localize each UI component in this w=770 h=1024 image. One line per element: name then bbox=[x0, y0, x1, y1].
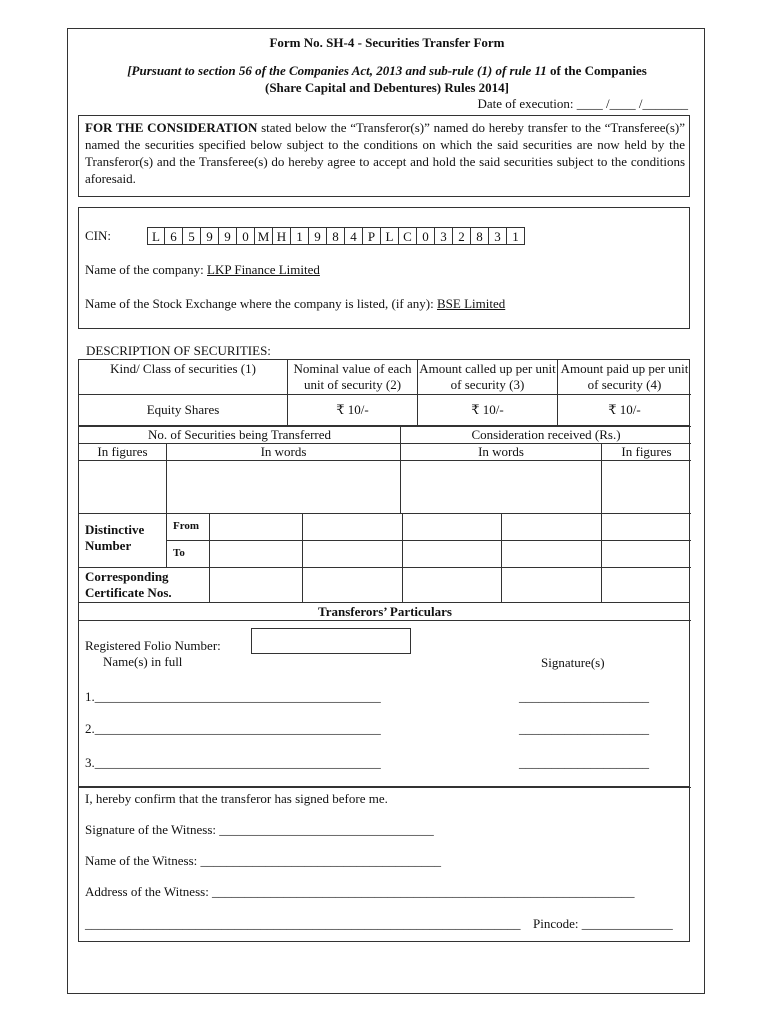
no-securities-header: No. of Securities being Transferred bbox=[147, 427, 332, 442]
cin-char-box: 4 bbox=[345, 227, 363, 245]
cin-char-box: 2 bbox=[453, 227, 471, 245]
form-subtitle-line2: (Share Capital and Debentures) Rules 2014] bbox=[264, 80, 509, 95]
cin-char-box: 9 bbox=[309, 227, 327, 245]
from-label: From bbox=[173, 520, 200, 532]
cin-char-box: 0 bbox=[237, 227, 255, 245]
transfer-table bbox=[78, 426, 690, 603]
consideration-text bbox=[85, 119, 685, 187]
securities-table bbox=[78, 359, 690, 426]
row-kind: Equity Shares bbox=[146, 402, 220, 417]
witness-box bbox=[78, 787, 690, 942]
in-figures-header-2: In figures bbox=[621, 444, 672, 459]
transferor-name-2[interactable]: 2.____________________________________________ bbox=[85, 721, 381, 736]
witness-address[interactable]: Address of the Witness: _________________________________________________________________ bbox=[85, 884, 635, 899]
transferors-box bbox=[78, 603, 690, 787]
exchange-row bbox=[85, 296, 505, 312]
consideration-body: stated below the “Transferor(s)” named do hereby transfer to the “Transferee(s)” named the securities specified below subject to the conditions on which the said securities are now held by the Transferor(s) and the Transferee(s) do hereby agree to accept and hold the said securities subject to the conditions aforesaid. bbox=[85, 120, 685, 186]
witness-signature[interactable]: Signature of the Witness: _________________________________ bbox=[85, 822, 434, 837]
cin-char-box: 9 bbox=[201, 227, 219, 245]
witness-confirm: I, hereby confirm that the transferor has signed before me. bbox=[85, 791, 388, 806]
consideration-received-header: Consideration received (Rs.) bbox=[471, 427, 621, 442]
transferor-signature-3[interactable]: ____________________ bbox=[519, 755, 649, 770]
row-nominal: ₹ 10/- bbox=[336, 402, 369, 417]
form-subtitle bbox=[68, 63, 706, 79]
exchange-value: BSE Limited bbox=[436, 296, 506, 311]
col-paid-header: Amount paid up per unit of security (4) bbox=[560, 361, 689, 392]
transferor-signature-2[interactable]: ____________________ bbox=[519, 721, 649, 736]
transferor-signature-1[interactable]: ____________________ bbox=[519, 689, 649, 704]
cin-char-box: 3 bbox=[489, 227, 507, 245]
in-figures-header-1: In figures bbox=[97, 444, 148, 459]
row-paid: ₹ 10/- bbox=[608, 402, 641, 417]
form-page bbox=[67, 28, 705, 994]
cin-char-box: 1 bbox=[291, 227, 309, 245]
securities-heading: DESCRIPTION OF SECURITIES: bbox=[86, 343, 271, 358]
subtitle-italic: [Pursuant to section 56 of the Companies Act, 2013 and sub-rule (1) of rule 11 bbox=[127, 63, 547, 78]
cin-char-box: 5 bbox=[183, 227, 201, 245]
witness-address-line2[interactable]: ___________________________________________________________________ bbox=[85, 916, 521, 931]
cin-char-box: 8 bbox=[471, 227, 489, 245]
transferor-name-3[interactable]: 3.____________________________________________ bbox=[85, 755, 381, 770]
form-title: Form No. SH-4 - Securities Transfer Form bbox=[269, 35, 505, 50]
company-name-row bbox=[85, 262, 320, 278]
row-called: ₹ 10/- bbox=[471, 402, 504, 417]
cin-char-box: 0 bbox=[417, 227, 435, 245]
signature-label: Signature(s) bbox=[541, 655, 605, 670]
col-kind-header: Kind/ Class of securities (1) bbox=[110, 361, 256, 376]
cin-char-box: L bbox=[381, 227, 399, 245]
transferors-heading: Transferors’ Particulars bbox=[318, 604, 452, 619]
names-label: Name(s) in full bbox=[103, 654, 183, 669]
consideration-lead: FOR THE CONSIDERATION bbox=[85, 120, 258, 135]
subtitle-rest: of the Companies bbox=[546, 63, 647, 78]
in-words-header-2: In words bbox=[478, 444, 524, 459]
folio-label: Registered Folio Number: bbox=[85, 638, 221, 653]
cin-char-box: C bbox=[399, 227, 417, 245]
cin-char-box: P bbox=[363, 227, 381, 245]
cin-char-box: 8 bbox=[327, 227, 345, 245]
exchange-label: Name of the Stock Exchange where the company is listed, (if any): bbox=[85, 296, 437, 311]
cin-char-box: L bbox=[147, 227, 165, 245]
distinctive-number-label: Distinctive Number bbox=[85, 522, 145, 553]
to-label: To bbox=[173, 547, 185, 559]
col-called-header: Amount called up per unit of security (3) bbox=[419, 361, 556, 392]
date-of-execution[interactable]: Date of execution: ____ /____ /_______ bbox=[477, 96, 688, 111]
company-name-value: LKP Finance Limited bbox=[207, 262, 320, 277]
cin-char-box: M bbox=[255, 227, 273, 245]
witness-pincode[interactable]: Pincode: ______________ bbox=[533, 916, 673, 931]
col-nominal-header: Nominal value of each unit of security (2) bbox=[293, 361, 412, 392]
company-name-label: Name of the company: bbox=[85, 262, 208, 277]
in-words-header-1: In words bbox=[260, 444, 307, 459]
folio-input[interactable] bbox=[251, 628, 411, 654]
witness-name[interactable]: Name of the Witness: _____________________________________ bbox=[85, 853, 441, 868]
cin-char-box: 3 bbox=[435, 227, 453, 245]
cin-char-box: 6 bbox=[165, 227, 183, 245]
cin-label: CIN: bbox=[85, 228, 111, 243]
transferor-name-1[interactable]: 1.____________________________________________ bbox=[85, 689, 381, 704]
consideration-box bbox=[78, 115, 690, 197]
company-box bbox=[78, 207, 690, 329]
corresponding-cert-label: Corresponding Certificate Nos. bbox=[85, 569, 172, 600]
cin-boxes bbox=[147, 227, 525, 245]
cin-char-box: 9 bbox=[219, 227, 237, 245]
cin-char-box: 1 bbox=[507, 227, 525, 245]
cin-char-box: H bbox=[273, 227, 291, 245]
